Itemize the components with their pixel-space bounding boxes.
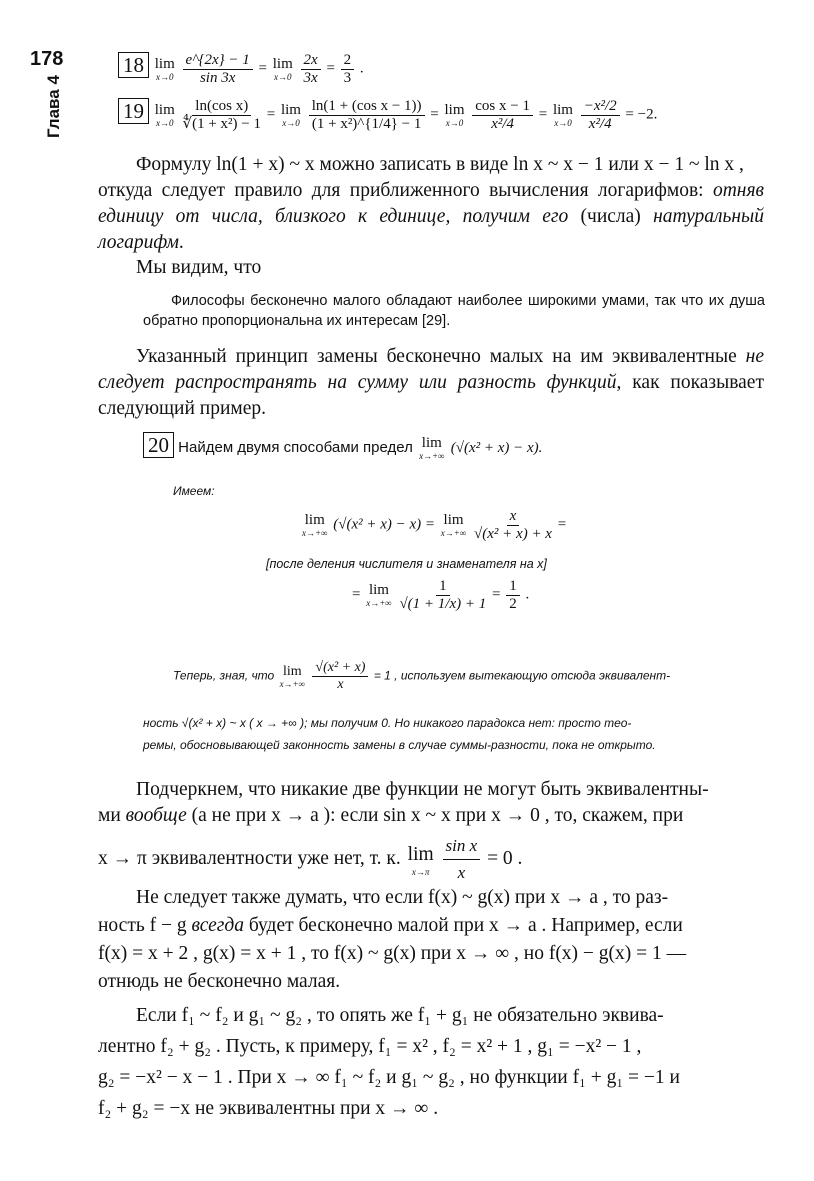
- example-20-header: 20 Найдем двумя способами предел lim x→+∞ (√(x² + x) − x).: [143, 432, 542, 461]
- limit-operator: lim x→+∞: [279, 664, 306, 689]
- limit-operator: lim x→+∞: [440, 512, 467, 538]
- paragraph-difference: Не следует также думать, что если f(x) ~ g(x) при x → a , то раз- ность f − g всегда будет бесконечно малой при x → a . Например, если f(x) = x + 2 , g(x) = x + 1 , то f(x) ~ g(x) при x → ∞ , но f(x) − g(x) = 1 — отнюдь не бесконечно малая.: [98, 887, 687, 992]
- fraction: $\frac{\text{sin x}}{x}$: [443, 833, 481, 886]
- example-number: 19: [118, 98, 149, 124]
- paragraph-we-see: Мы видим, что: [136, 257, 262, 278]
- have-label: Имеем:: [173, 484, 215, 498]
- limit-operator: lim x→0: [444, 102, 465, 128]
- limit-operator: lim x→π: [407, 844, 434, 877]
- example-18: 18 lim x→0 $\frac{e\^{}\{2x\} - 1}{\sin 3x}$ = lim x→0 $\frac{2x}{3x}$ = $\frac{2}{3}$ .: [118, 52, 364, 86]
- note-line-2: ность √(x² + x) ~ x ( x → +∞ ); мы получим 0. Но никакого парадокса нет: просто тео-: [143, 716, 632, 730]
- fraction: $\frac{1}{2}$: [506, 578, 520, 612]
- paragraph-principle: Указанный принцип замены бесконечно малых на им эквивалентные не следует распространять на сумму или разность функций, как показывает следующий пример.: [98, 346, 764, 419]
- limit-operator: lim x→0: [154, 102, 175, 128]
- paragraph-log-rule: Формулу ln(1 + x) ~ x можно записать в виде ln x ~ x − 1 или x − 1 ~ ln x , откуда следует правило для приближенного вычисления логарифмов: отняв единицу от числа, близкого к единице, получим его (числа) натуральный логарифм.: [98, 154, 765, 253]
- limit-operator: lim x→0: [272, 56, 293, 82]
- division-note: [после деления числителя и знаменателя на x]: [266, 557, 547, 571]
- fraction: $\frac{\text{−x²/2}}{\text{x²/4}}$: [581, 98, 620, 132]
- note-line-1: Теперь, зная, что lim x→+∞ $\frac{\text{√(x² + x)}}{x}$ = 1 , используем вытекающую отсюда эквивалент-: [173, 660, 671, 692]
- paragraph-sums: Если f₁ ~ f₂ и g₁ ~ g₂ , то опять же f₁ + g₁ не обязательно эквива- лентно f₂ + g₂ . Пусть, к примеру, f₁ = x² , f₂ = x² + 1 , g₁ = −x² − 1 , g₂ = −x² − x − 1 . При x → ∞ f₁ ~ f₂ и g₁ ~ g₂ , но функции f₁ + g₁ = −1 и f₂ + g₂ = −x не эквивалентны при x → ∞ .: [98, 1005, 680, 1119]
- chapter-label: Глава 4: [44, 75, 63, 138]
- fraction: $\frac{\text{ln(cos x)}}{\text{∜(1 + x²) − 1}}$: [182, 98, 261, 132]
- fraction: $\frac{\text{cos x − 1}}{\text{x²/4}}$: [472, 98, 533, 132]
- example-19: 19 lim x→0 $\frac{\text{ln(cos x)}}{\text{∜(1 + x²) − 1}}$ = lim x→0 $\frac{\text{ln(1 + (cos x − 1))}}{\text{(1 + x²)\textasciicircum{}\{1/4\} − 1}}$ = lim x→0 $\frac{\text{cos x − 1}}{\text{x²/4}}$ = lim x→0 $\frac{\text{−x²/2}}{\text{x²/4}}$ = −2.: [118, 98, 657, 132]
- limit-operator: lim x→+∞: [366, 582, 392, 608]
- fraction: $\frac{\text{√(x² + x)}}{x}$: [312, 660, 368, 693]
- paragraph-equivalence: Подчеркнем, что никакие две функции не могут быть эквивалентны- ми вообще (а не при x → a ): если sin x ~ x при x → 0 , то, скажем, при x → π эквивалентности уже нет, т. к. lim x→π $\frac{\text{sin x}}{x}$ = 0 .: [98, 777, 764, 886]
- fraction: $\frac{2}{3}$: [341, 52, 355, 86]
- formula-line-2: = lim x→+∞ $\frac{1}{√(1 + 1/x) + 1}$ = $\frac{1}{2}$ .: [352, 578, 530, 612]
- page-number: 178: [30, 48, 64, 70]
- epigraph-quote: Философы бесконечно малого обладают наиболее широкими умами, так что их душа обратно пропорциональна их интересам [29].: [143, 293, 765, 329]
- example-number: 18: [118, 52, 149, 78]
- limit-operator: lim x→0: [552, 102, 573, 128]
- limit-operator: lim x→+∞: [419, 435, 445, 462]
- limit-operator: lim x→0: [280, 102, 301, 128]
- note-line-3: ремы, обосновывающей законность замены в случае суммы-разности, пока не открыто.: [143, 738, 656, 752]
- fraction: $\frac{e\^{}\{2x\} - 1}{\sin 3x}$: [183, 52, 253, 86]
- limit-operator: lim x→+∞: [302, 512, 328, 538]
- formula-line-1: lim x→+∞ (√(x² + x) − x) = lim x→+∞ $\frac{x}{\text{√(x² + x) + x}}$ =: [302, 508, 567, 542]
- limit-operator: lim x→0: [154, 56, 175, 82]
- fraction: $\frac{x}{\text{√(x² + x) + x}}$: [474, 508, 552, 542]
- fraction: $\frac{\text{ln(1 + (cos x − 1))}}{\text{(1 + x²)\textasciicircum{}\{1/4\} − 1}}$: [309, 98, 425, 132]
- fraction: $\frac{2x}{3x}$: [301, 52, 321, 86]
- example-number: 20: [143, 432, 174, 458]
- fraction: $\frac{1}{√(1 + 1/x) + 1}$: [399, 578, 487, 612]
